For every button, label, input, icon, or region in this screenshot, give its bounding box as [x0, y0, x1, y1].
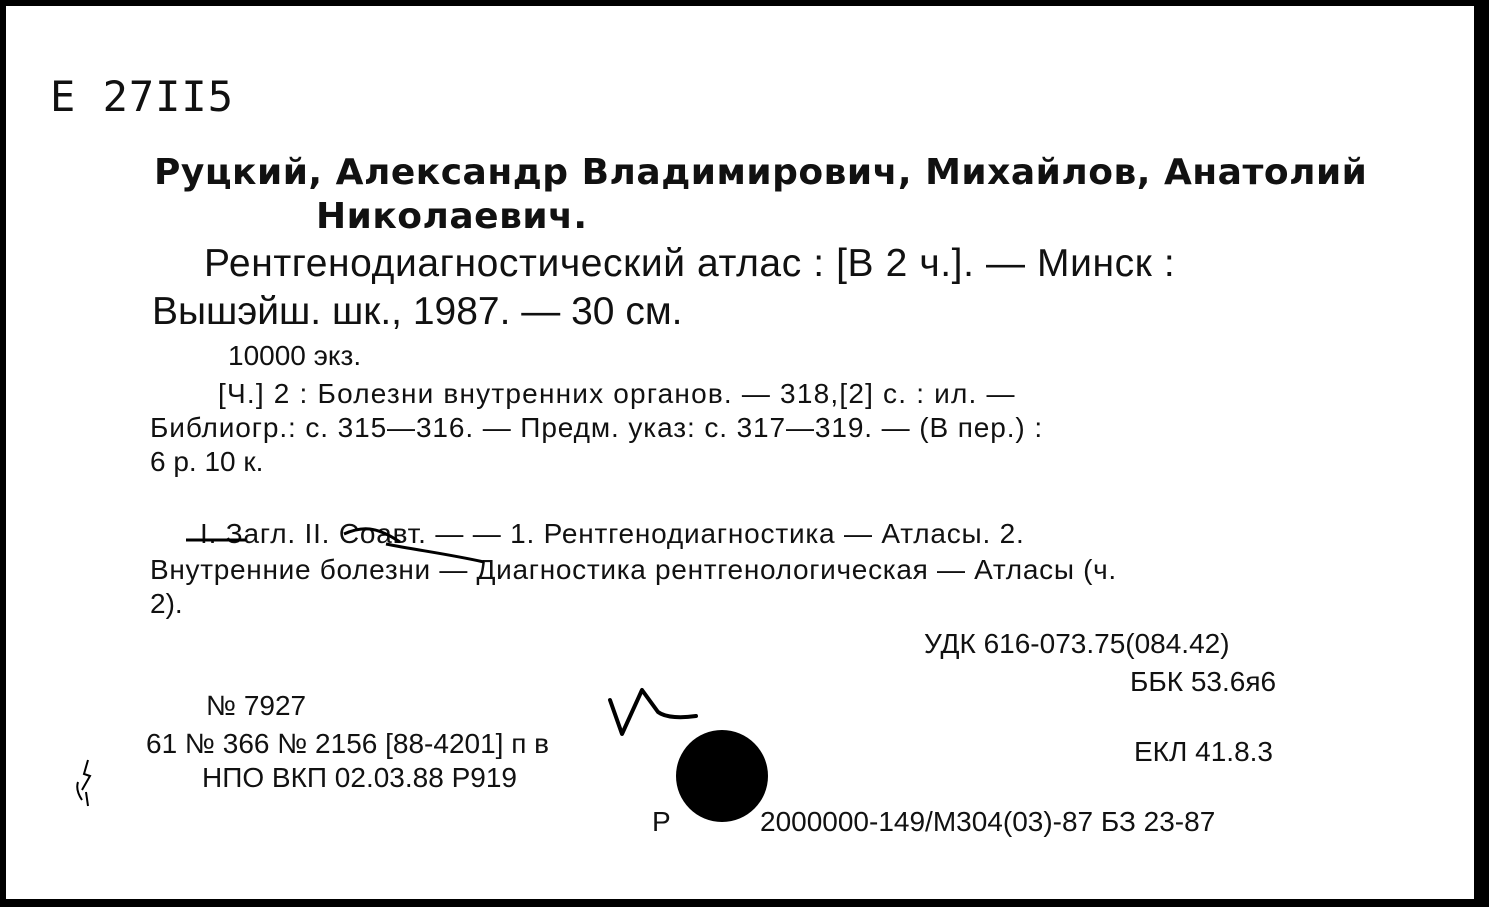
order-line: 61 № 366 № 2156 [88-4201] п в — [146, 728, 550, 759]
npo-line: НПО ВКП 02.03.88 Р919 — [202, 762, 517, 793]
code-prefix: Р — [652, 806, 671, 837]
tracing-line-3: 2). — [150, 588, 183, 619]
part-line-2: Библиогр.: с. 315—316. — Предм. указ: с. 317—319. — (В пер.) : — [150, 412, 1043, 443]
strikeout-marks — [186, 506, 486, 566]
inventory-number: E 27II5 — [50, 72, 235, 121]
author-line-2: Николаевич. — [316, 196, 588, 237]
bbk-code: ББК 53.6я6 — [1130, 666, 1277, 697]
card-number: № 7927 — [206, 690, 307, 721]
black-stamp-dot — [676, 730, 768, 822]
part-line-1: [Ч.] 2 : Болезни внутренних органов. — 318,[2] с. : ил. — — [218, 378, 1016, 409]
ekl-code: ЕКЛ 41.8.3 — [1134, 736, 1273, 767]
copies: 10000 экз. — [228, 340, 362, 371]
part-line-3: 6 р. 10 к. — [150, 446, 264, 477]
checkmark-icon — [604, 682, 700, 742]
udk-code: УДК 616-073.75(084.42) — [924, 628, 1230, 659]
author-line-1: Руцкий, Александр Владимирович, Михайлов, Анатолий — [154, 152, 1368, 193]
title-line-1: Рентгенодиагностический атлас : [В 2 ч.]. — Минск : — [204, 242, 1176, 285]
pencil-mark-icon — [66, 756, 106, 816]
tracing-line-2: Внутренние болезни — Диагностика рентгенологическая — Атласы (ч. — [150, 554, 1117, 585]
title-line-2: Вышэйш. шк., 1987. — 30 см. — [152, 290, 683, 333]
catalog-card — [6, 6, 1478, 899]
publication-code: 2000000-149/М304(03)-87 БЗ 23-87 — [760, 806, 1216, 837]
tracing-line-1: I. Загл. II. Соавт. — — 1. Рентгенодиагностика — Атласы. 2. — [200, 518, 1025, 549]
